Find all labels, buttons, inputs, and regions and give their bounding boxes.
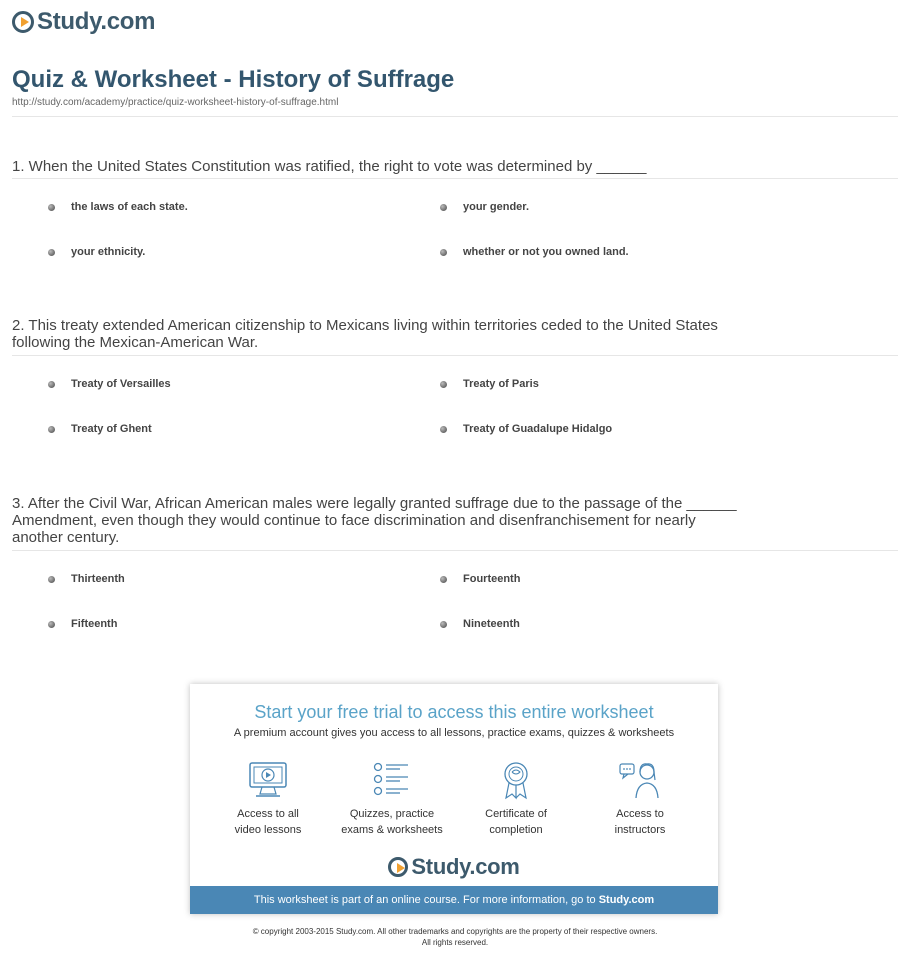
study-link[interactable]: Study.com [598,894,655,906]
question-2-text: 2. This treaty extended American citizenship to Mexicans living within territories ceded to the United States following the Mexican-American War. [12,317,718,351]
radio-icon[interactable] [440,204,447,211]
question-3-option-b[interactable]: Fourteenth [440,573,520,585]
question-3-text: 3. After the Civil War, African American males were legally granted suffrage due to the passage of the ______ Amendment, even though they would continue to face discrimination and disenfranchisement for nearly another century. [12,495,737,546]
divider [12,355,898,356]
page-url[interactable]: http://study.com/academy/practice/quiz-worksheet-history-of-suffrage.html [12,97,339,108]
promo-heading[interactable]: Start your free trial to access this entire worksheet [254,702,654,722]
feature-instructors: Access to instructors [575,760,705,838]
feature-quizzes: Quizzes, practice exams & worksheets [327,760,457,838]
certificate-icon [494,760,538,800]
video-lesson-icon [246,760,290,800]
study-logo[interactable] [12,8,155,36]
radio-icon[interactable] [48,249,55,256]
question-3-option-c[interactable]: Fifteenth [48,618,117,630]
instructor-icon [618,760,662,800]
question-3-option-d[interactable]: Nineteenth [440,618,520,630]
question-1-option-b[interactable]: your gender. [440,201,529,213]
radio-icon[interactable] [48,426,55,433]
promo-subheading: A premium account gives you access to all lessons, practice exams, quizzes & worksheets [233,727,675,739]
feature-video-lessons: Access to all video lessons [203,760,333,838]
question-2-option-d[interactable]: Treaty of Guadalupe Hidalgo [440,423,612,435]
radio-icon[interactable] [440,249,447,256]
promo-study-logo[interactable]: Study.com [190,854,718,880]
divider [12,550,898,551]
feature-certificate: Certificate of completion [451,760,581,838]
question-1-option-c[interactable]: your ethnicity. [48,246,145,258]
radio-icon[interactable] [48,576,55,583]
divider [12,178,898,179]
quiz-list-icon [370,760,414,800]
radio-icon[interactable] [440,381,447,388]
radio-icon[interactable] [440,426,447,433]
radio-icon[interactable] [440,576,447,583]
question-2-option-a[interactable]: Treaty of Versailles [48,378,171,390]
radio-icon[interactable] [48,621,55,628]
question-1-text: 1. When the United States Constitution was ratified, the right to vote was determined by ______ [12,158,647,175]
promo-info-bar: This worksheet is part of an online course. For more information, go to Study.com [190,886,718,914]
question-3-option-a[interactable]: Thirteenth [48,573,125,585]
radio-icon[interactable] [48,381,55,388]
play-logo-icon [12,11,34,33]
copyright-footer: © copyright 2003-2015 Study.com. All other trademarks and copyrights are the property of their respective owners. All rights reserved. [252,927,658,947]
divider [12,116,898,117]
question-2-option-b[interactable]: Treaty of Paris [440,378,539,390]
page-title: Quiz & Worksheet - History of Suffrage [12,66,455,93]
logo-text: Study.com [37,8,156,35]
radio-icon[interactable] [48,204,55,211]
radio-icon[interactable] [440,621,447,628]
question-1-option-a[interactable]: the laws of each state. [48,201,188,213]
question-2-option-c[interactable]: Treaty of Ghent [48,423,152,435]
play-logo-icon [388,857,408,877]
question-1-option-d[interactable]: whether or not you owned land. [440,246,629,258]
free-trial-promo[interactable] [190,684,718,914]
